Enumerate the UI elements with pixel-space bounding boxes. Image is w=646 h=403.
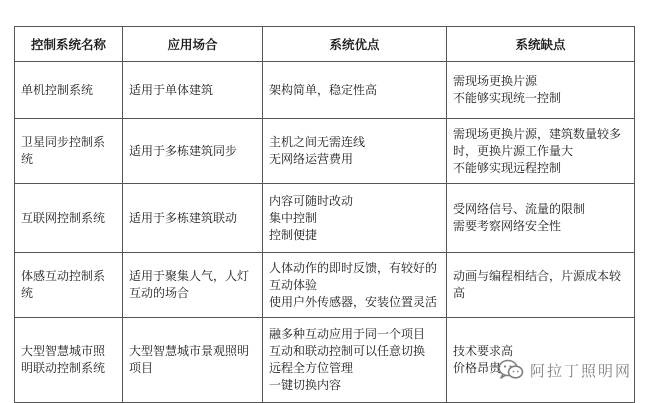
cell-line: 价格昂贵 [453,361,502,375]
cell-line: 项目 [129,361,154,375]
cell-line: 使用户外传感器，安装位置灵活 [269,294,438,309]
header-advantages: 系统优点 [263,27,447,62]
cell-system-name [15,119,123,184]
cell-line: 统 [21,152,34,166]
header-application: 应用场合 [123,27,263,62]
cell-line: 主机之间无需连线 [269,135,366,149]
cell-line: 适用于聚集人气，人灯 [129,269,250,283]
cell-line: 需现场更换片源 [453,74,538,88]
cell-advantages [263,318,447,403]
table-row [15,62,635,119]
table-row [15,119,635,184]
cell-system-name [15,318,123,403]
cell-line: 统 [21,286,34,300]
cell-line: 大型智慧城市照 [21,344,106,358]
cell-line: 集中控制 [269,210,318,225]
cell-line: 互动的场合 [129,286,190,300]
cell-system-name [15,253,123,318]
cell-advantages [263,62,447,119]
header-system-name: 控制系统名称 [15,27,123,62]
control-systems-table [14,26,635,403]
cell-line: 不能够实现统一控制 [453,91,562,105]
cell-line: 明联动控制系统 [21,361,106,375]
cell-application [123,62,263,119]
cell-disadvantages [447,62,635,119]
cell-line: 需要考察网络安全性 [453,219,562,233]
cell-line: 互动体验 [269,277,318,292]
cell-line: 无网络运营费用 [269,152,354,166]
cell-application [123,119,263,184]
cell-line: 卫星同步控制系 [21,135,106,149]
cell-line: 需现场更换片源，建筑数量较多 [453,126,622,141]
cell-disadvantages [447,119,635,184]
table-header-row [15,27,635,62]
cell-disadvantages [447,184,635,253]
table-row [15,184,635,253]
comparison-table-container [14,26,634,403]
cell-line: 适用于多栋建筑联动 [129,210,238,225]
header-disadvantages: 系统缺点 [447,27,635,62]
cell-line: 技术要求高 [453,344,514,358]
cell-line: 控制便捷 [269,227,318,242]
cell-application [123,253,263,318]
wechat-icon [498,359,524,381]
cell-line: 受网络信号、流量的限制 [453,202,586,216]
cell-line: 互联网控制系统 [21,210,106,225]
cell-application [123,318,263,403]
cell-line: 动画与编程相结合，片源成本较高 [453,269,622,300]
cell-line: 适用于多栋建筑同步 [129,143,238,158]
cell-advantages [263,253,447,318]
cell-line: 融多种互动应用于同一个项目 [269,327,426,341]
cell-line: 大型智慧城市景观照明 [129,344,250,358]
watermark-text: 阿拉丁照明网 [529,361,632,380]
cell-system-name [15,184,123,253]
cell-line: 远程全方位管理 [269,361,354,375]
cell-line: 人体动作的即时反馈，有较好的 [269,260,438,275]
cell-disadvantages [447,253,635,318]
cell-line: 适用于单体建筑 [129,82,214,97]
cell-application [123,184,263,253]
cell-advantages [263,119,447,184]
cell-line: 不能够实现远程控制 [453,160,562,175]
cell-line: 架构简单，稳定性高 [269,82,378,97]
watermark [498,359,632,381]
cell-line: 一键切换内容 [269,378,342,392]
cell-line: 互动和联动控制可以任意切换 [269,344,426,358]
cell-line: 体感互动控制系 [21,269,106,283]
cell-line: 单机控制系统 [21,82,94,97]
cell-line: 时，更换片源工作量大 [453,143,574,158]
table-row [15,253,635,318]
cell-advantages [263,184,447,253]
cell-system-name [15,62,123,119]
cell-line: 内容可随时改动 [269,193,354,208]
